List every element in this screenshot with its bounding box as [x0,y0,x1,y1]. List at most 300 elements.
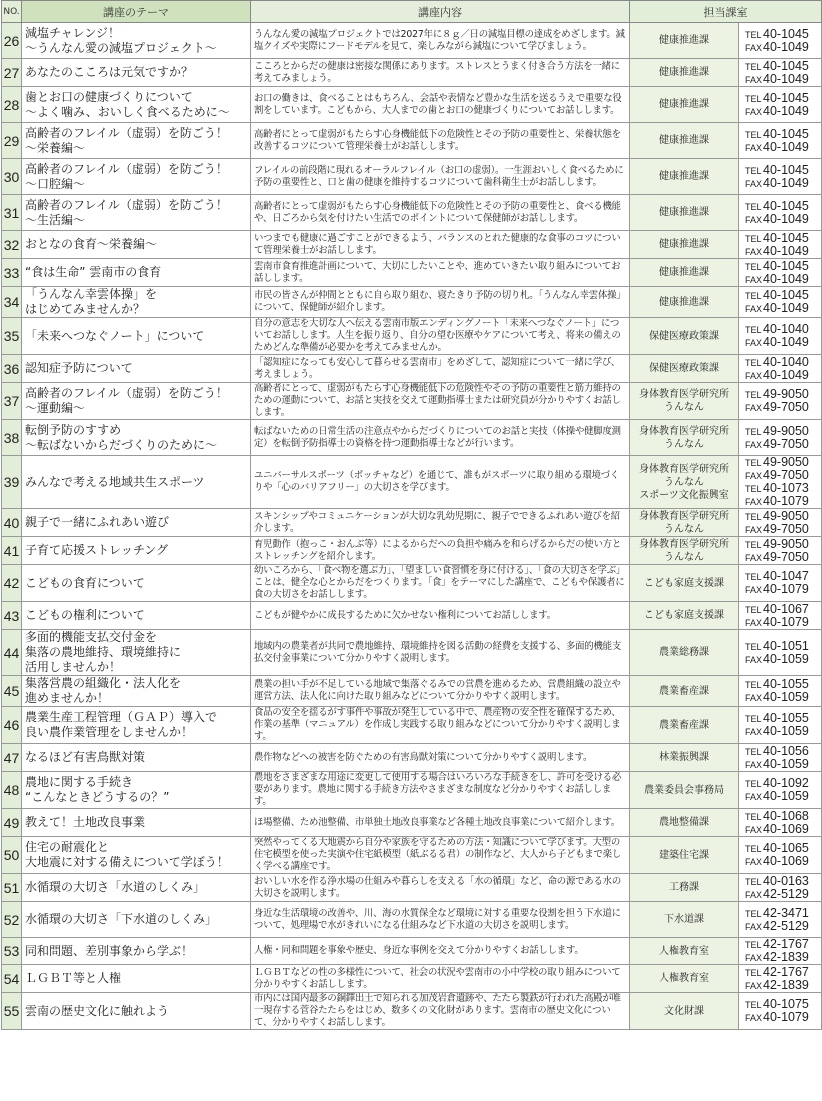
row-theme [22,231,251,259]
fax-number: 40-1049 [763,367,809,382]
row-content: フレイルの前段階に現れるオーラルフレイル（お口の虚弱）。一生涯おいしく食べるために予防の重要性と、口と歯の健康を維持するコツについて歯科衛生士がお話しします。 [251,159,630,195]
row-contact [739,676,822,707]
theme-line: 大地震に対する備えについて学ぼう！ [25,855,229,869]
row-contact [739,318,822,355]
fax-label: FAX [745,759,763,770]
row-contact [739,837,822,874]
row-number: 48 [2,772,22,809]
row-content: いつまでも健康に過ごすことができるよう、バランスのとれた健康的な食事のコツについて管理栄養士がお話しします。 [251,231,630,259]
fax-line [745,438,821,451]
fax-label: FAX [745,889,763,900]
row-contact [739,509,822,537]
row-theme [22,195,251,231]
fax-label: FAX [745,274,763,285]
row-department [630,59,739,87]
fax-label: FAX [745,727,763,737]
row-department [630,602,739,630]
row-number: 53 [2,938,22,965]
table-row [2,509,822,537]
row-contact [739,123,822,159]
table-row [2,772,822,809]
row-number: 49 [2,809,22,837]
row-content: 幼いころから、「食べ物を選ぶ力」、「望ましい食習慣を身に付ける」、「食の大切さを学ぶ」ことは、健全な心とからだをつくります。「食」をテーマにした講座で、こどもや保護者に食の大切さをお話しします。 [251,565,630,602]
department-line: 下水道課 [664,914,704,925]
fax-number: 40-1049 [763,175,809,190]
tel-number: 40-1056 [763,743,809,758]
row-number: 55 [2,993,22,1030]
fax-label: FAX [745,106,763,117]
fax-label: FAX [745,142,763,153]
row-content: うんなん愛の減塩プロジェクトでは2027年に８ｇ／日の減塩目標の達成をめざします。減塩クイズや実際にフードモデルを見て、楽しみながら減塩について学びましょう。 [251,23,630,59]
fax-number: 40-1049 [763,271,809,286]
theme-line: “食は生命” 雲南市の食育 [25,265,162,279]
row-content: 農地をさまざまな用途に変更して使用する場合はいろいろな手続きをし、許可を受ける必要があります。農地に関する手続き方法やさまざまな制度など分かりやすくお話しします。 [251,772,630,809]
table-row [2,993,822,1030]
row-department [630,707,739,744]
theme-line: 転倒予防のすすめ [25,422,122,437]
fax-number: 40-1049 [763,71,809,86]
row-theme [22,602,251,630]
row-content: こどもが健やかに成長するために欠かせない権利についてお話しします。 [251,602,630,630]
theme-line: 活用しませんか！ [25,660,122,674]
row-content: 身近な生活環境の改善や、川、海の水質保全など環境に対する重要な役割を担う下水道について、処理場で水がきれいになる仕組みなど下水道の大切さを説明します。 [251,902,630,938]
theme-line: ～生活編～ [25,212,86,227]
tel-number: 40-1045 [763,90,809,105]
fax-label: FAX [745,338,763,348]
row-department [630,420,739,456]
row-theme [22,965,251,993]
theme-line: ＬＧＢＴ等と人権 [25,971,122,985]
row-content: こころとからだの健康は密接な関係にあります。ストレスとうまく付き合う方法を一緒に考えてみましょう。 [251,59,630,87]
row-number: 31 [2,195,22,231]
tel-number: 40-1065 [763,841,809,855]
tel-label: TEL [745,484,762,494]
row-department [630,383,739,420]
row-number: 44 [2,630,22,676]
theme-line: こどもの権利について [25,608,145,622]
tel-label: TEL [745,291,762,301]
fax-label: FAX [745,497,763,507]
tel-label: TEL [745,876,762,887]
department-line: うんなん [664,476,704,488]
row-department [630,537,739,565]
theme-line: ～転ばないからだづくりのために～ [25,437,218,452]
row-theme [22,902,251,938]
row-theme [22,456,251,509]
tel-label: TEL [745,233,762,244]
fax-line [745,105,821,118]
table-row [2,630,822,676]
tel-label: TEL [745,357,762,368]
tel-label: TEL [745,641,762,652]
fax-line [745,951,821,964]
table-row [2,23,822,59]
tel-number: 40-1045 [763,58,809,73]
table-row [2,383,822,420]
row-department [630,565,739,602]
row-number: 41 [2,537,22,565]
fax-number: 40-1079 [763,1010,809,1024]
theme-line: 集落営農の組織化・法人化を [25,676,182,690]
row-theme [22,874,251,902]
fax-number: 40-1059 [763,690,809,704]
row-department [630,772,739,809]
header-dept: 担当課室 [630,1,822,23]
fax-label: FAX [745,617,763,628]
tel-label: TEL [745,61,762,72]
department-line: 保健医療政策課 [649,363,719,374]
department-line: 林業振興課 [659,752,709,763]
tel-number: 40-1073 [763,481,809,495]
row-theme [22,630,251,676]
row-department [630,318,739,355]
tel-label: TEL [745,572,762,582]
tel-label: TEL [745,390,762,400]
row-number: 32 [2,231,22,259]
table-row [2,874,822,902]
theme-line: 高齢者のフレイル（虚弱）を防ごう！ [25,386,228,400]
fax-label: FAX [745,953,763,963]
fax-label: FAX [745,1013,763,1023]
fax-label: FAX [745,42,763,53]
theme-line: 子育て応援ストレッチング [25,543,169,557]
fax-label: FAX [745,370,763,381]
fax-number: 40-1049 [763,243,809,258]
row-theme [22,938,251,965]
row-content: 突然やってくる大地震から自分や家族を守るための方法・知識について学びます。大型の住宅模型を使った実演や住宅紙模型（紙ぶるる君）の制作など、大人から子どもまで楽しく学べる講座です。 [251,837,630,874]
row-department [630,23,739,59]
row-theme [22,565,251,602]
row-number: 40 [2,509,22,537]
fax-label: FAX [745,921,763,932]
theme-line: あなたのこころは元気ですか？ [25,65,194,79]
row-number: 46 [2,707,22,744]
tel-label: TEL [745,940,762,950]
fax-line [745,855,821,868]
row-contact [739,87,822,123]
department-line: 健康推進課 [659,99,709,110]
theme-line: 進めませんか！ [25,691,110,705]
tel-label: TEL [745,539,762,550]
tel-number: 40-1068 [763,808,809,823]
row-department [630,874,739,902]
row-content: 自分の意志を大切な人へ伝える雲南市版エンディングノート「未来へつなぐノート」についてお話しします。人生を振り返り、自分の望む医療やケアについて考え、将来の備えのためどんな準備が必要かを考えてみませんか。 [251,318,630,355]
theme-line: こどもの食育について [25,575,145,590]
tel-number: 40-1051 [763,638,809,653]
row-number: 43 [2,602,22,630]
tel-number: 40-1067 [763,601,809,616]
header-content: 講座内容 [251,1,630,23]
fax-label: FAX [745,654,763,665]
fax-line [745,823,821,836]
fax-line [745,1011,821,1024]
department-line: 健康推進課 [659,296,709,308]
fax-label: FAX [745,980,763,991]
row-theme [22,23,251,59]
row-theme [22,809,251,837]
header-row [2,1,822,23]
row-theme [22,259,251,287]
row-number: 51 [2,874,22,902]
theme-line: 水循環の大切さ「水道のしくみ」 [25,880,206,894]
row-content: 市民の皆さんが仲間とともに自ら取り組む、寝たきり予防の切り札。「うんなん幸雲体操」について、保健師が紹介します。 [251,287,630,318]
fax-label: FAX [745,178,763,189]
theme-line: 多面的機能支払交付金を [25,630,158,644]
fax-number: 49-7050 [763,521,809,536]
fax-number: 49-7050 [763,468,809,482]
fax-number: 49-7050 [763,436,809,451]
tel-label: TEL [745,29,762,40]
tel-number: 49-9050 [763,508,809,523]
theme-line: 農業生産工程管理（ＧＡＰ）導入で [25,710,218,724]
row-content: 市内には国内最多の銅鐸出土で知られる加茂岩倉遺跡や、たたら製鉄が行われた高殿が唯一現存する菅谷たたらをはじめ、数多くの文化財があります。雲南市の歴史文化について、分かりやすくお話しします。 [251,993,630,1030]
table-row [2,744,822,772]
tel-number: 40-1045 [763,198,809,213]
theme-line: 雲南の歴史文化に触れよう [25,1003,170,1018]
department-line: 建築住宅課 [659,849,709,861]
department-line: うんなん [664,551,704,563]
tel-number: 42-3471 [763,905,809,920]
tel-number: 42-1767 [763,964,809,979]
department-line: 農業総務課 [659,647,709,658]
theme-line: 農地に関する手続き [25,775,134,789]
theme-line: 減塩チャレンジ！ [25,25,121,40]
theme-line: 高齢者のフレイル（虚弱）を防ごう！ [25,161,228,176]
table-row [2,318,822,355]
row-contact [739,23,822,59]
tel-number: 40-1045 [763,162,809,177]
theme-line: 「うんなん幸雲体操」を [25,287,158,301]
theme-line: 歯とお口の健康づくりについて [25,89,193,104]
row-contact [739,456,822,509]
fax-label: FAX [745,246,763,257]
row-contact [739,809,822,837]
row-theme [22,993,251,1030]
row-contact [739,195,822,231]
table-row [2,938,822,965]
row-content: 農業の担い手が不足している地域で集落ぐるみでの営農を進めるため、営農組織の設立や運営方法、法人化に向けた取り組みなどについて分かりやすく説明します。 [251,676,630,707]
tel-label: TEL [745,325,762,335]
department-line: 文化財課 [664,1005,704,1017]
row-contact [739,231,822,259]
tel-label: TEL [745,426,762,437]
fax-line [745,616,821,629]
tel-label: TEL [745,458,762,468]
fax-label: FAX [745,471,763,481]
row-department [630,965,739,993]
row-department [630,744,739,772]
fax-label: FAX [745,693,763,703]
tel-number: 40-1045 [763,230,809,245]
row-theme [22,287,251,318]
tel-number: 40-0163 [763,873,809,888]
row-theme [22,537,251,565]
table-row [2,676,822,707]
fax-line [745,177,821,190]
row-content: 雲南市食育推進計画について、大切にしたいことや、進めていきたい取り組みについてお話しします。 [251,259,630,287]
fax-number: 40-1079 [763,582,809,596]
fax-label: FAX [745,585,763,595]
row-contact [739,602,822,630]
row-department [630,231,739,259]
department-line: 健康推進課 [659,267,709,278]
row-contact [739,537,822,565]
tel-label: TEL [745,908,762,919]
row-department [630,355,739,383]
fax-label: FAX [745,524,763,535]
header-no: NO. [2,1,22,23]
row-content: 高齢者にとって、虚弱がもたらす心身機能低下の危険性やその予防の重要性と筋力維持のための運動について、お話と実技を交えて運動指導士または研究員が分かりやすくお話しします。 [251,383,630,420]
fax-line [745,73,821,86]
department-line: 健康推進課 [659,207,709,218]
tel-number: 40-1092 [763,776,809,790]
row-department [630,159,739,195]
theme-line: みんなで考える地域共生スポーツ [25,474,205,489]
row-number: 36 [2,355,22,383]
row-number: 34 [2,287,22,318]
row-department [630,87,739,123]
table-row [2,837,822,874]
fax-line [745,523,821,536]
row-number: 54 [2,965,22,993]
theme-line: 高齢者のフレイル（虚弱）を防ごう！ [25,125,228,140]
theme-line: ～栄養編～ [25,140,86,155]
fax-number: 40-1049 [763,103,809,118]
row-department [630,123,739,159]
row-contact [739,902,822,938]
department-line: 身体教育医学研究所 [639,389,729,400]
tel-number: 40-1045 [763,126,809,141]
fax-line [745,273,821,286]
tel-number: 49-9050 [763,455,809,469]
row-department [630,456,739,509]
row-number: 27 [2,59,22,87]
fax-label: FAX [745,439,763,450]
table-row [2,420,822,456]
row-theme [22,509,251,537]
department-line: 農業委員会事務局 [644,784,724,796]
row-contact [739,744,822,772]
theme-line: 親子で一緒にふれあい遊び [25,515,170,529]
table-row [2,87,822,123]
row-contact [739,159,822,195]
row-theme [22,383,251,420]
row-department [630,809,739,837]
table-row [2,602,822,630]
tel-number: 40-1040 [763,322,809,336]
fax-line [745,336,821,349]
department-line: 健康推進課 [659,135,709,146]
tel-number: 40-1045 [763,26,809,41]
theme-line: ～うんなん愛の減塩プロジェクト～ [25,40,217,55]
tel-label: TEL [745,129,762,140]
department-line: 身体教育医学研究所 [639,538,729,550]
row-number: 30 [2,159,22,195]
row-number: 50 [2,837,22,874]
table-row [2,287,822,318]
theme-line: 高齢者のフレイル（虚弱）を防ごう！ [25,197,228,212]
theme-line: なるほど有害鳥獣対策 [25,750,146,764]
row-number: 45 [2,676,22,707]
fax-line [745,691,821,704]
row-number: 39 [2,456,22,509]
fax-number: 40-1079 [763,614,809,629]
row-content: ＬＧＢＴなどの性の多様性について、社会の状況や雲南市の小中学校の取り組みについて分かりやすくお話しします。 [251,965,630,993]
table-row [2,965,822,993]
table-row [2,59,822,87]
row-contact [739,965,822,993]
fax-line [745,245,821,258]
tel-number: 42-1767 [763,937,809,951]
table-row [2,123,822,159]
department-line: 健康推進課 [659,67,709,78]
table-row [2,159,822,195]
fax-line [745,495,821,508]
tel-label: TEL [745,714,762,724]
theme-line: 水循環の大切さ「下水道のしくみ」 [25,912,218,926]
row-content: 人権・同和問題を事象や歴史、身近な事例を交えて分かりやすくお話しします。 [251,938,630,965]
header-theme: 講座のテーマ [22,1,251,23]
department-line: うんなん [664,402,704,413]
tel-label: TEL [745,1000,762,1010]
theme-line: はじめてみませんか？ [25,302,146,316]
fax-line [745,141,821,154]
row-number: 35 [2,318,22,355]
row-content: 転ばないための日常生活の注意点やからだづくりについてのお話と実技（体操や健脚度測定）を転倒予防指導士の資格を持つ運動指導士などが行います。 [251,420,630,456]
row-content: 農作物などへの被害を防ぐための有害鳥獣対策について分かりやすく説明します。 [251,744,630,772]
fax-label: FAX [745,304,763,314]
row-department [630,993,739,1030]
tel-label: TEL [745,165,762,176]
table-row [2,231,822,259]
table-row [2,195,822,231]
row-theme [22,837,251,874]
course-table [1,0,822,1030]
row-department [630,630,739,676]
tel-label: TEL [745,261,762,272]
row-theme [22,318,251,355]
tel-label: TEL [745,511,762,522]
tel-number: 40-1075 [763,997,809,1011]
tel-number: 49-9050 [763,387,809,401]
department-line: うんなん [664,523,704,535]
theme-line: ～よく噛み、おいしく食べるために～ [25,104,230,119]
row-theme [22,87,251,123]
table-row [2,355,822,383]
department-line: 健康推進課 [659,171,709,182]
row-department [630,195,739,231]
department-line: 身体教育医学研究所 [639,463,729,475]
row-theme [22,159,251,195]
theme-line: “こんなときどうするの？” [25,790,170,804]
row-content: 「認知症になっても安心して暮らせる雲南市」をめざして、認知症について一緒に学び、考えましょう。 [251,355,630,383]
row-theme [22,676,251,707]
theme-line: おとなの食育～栄養編～ [25,237,158,251]
department-line: 身体教育医学研究所 [639,425,729,437]
fax-number: 42-5129 [763,918,809,933]
table-row [2,565,822,602]
tel-number: 49-9050 [763,536,809,551]
fax-number: 40-1069 [763,854,809,868]
theme-line: 認知症予防について [25,361,133,375]
row-contact [739,630,822,676]
department-line: こども家庭支援課 [644,577,724,589]
fax-line [745,401,821,414]
tel-label: TEL [745,844,762,854]
row-department [630,287,739,318]
department-line: 健康推進課 [659,35,709,46]
fax-line [745,758,821,771]
